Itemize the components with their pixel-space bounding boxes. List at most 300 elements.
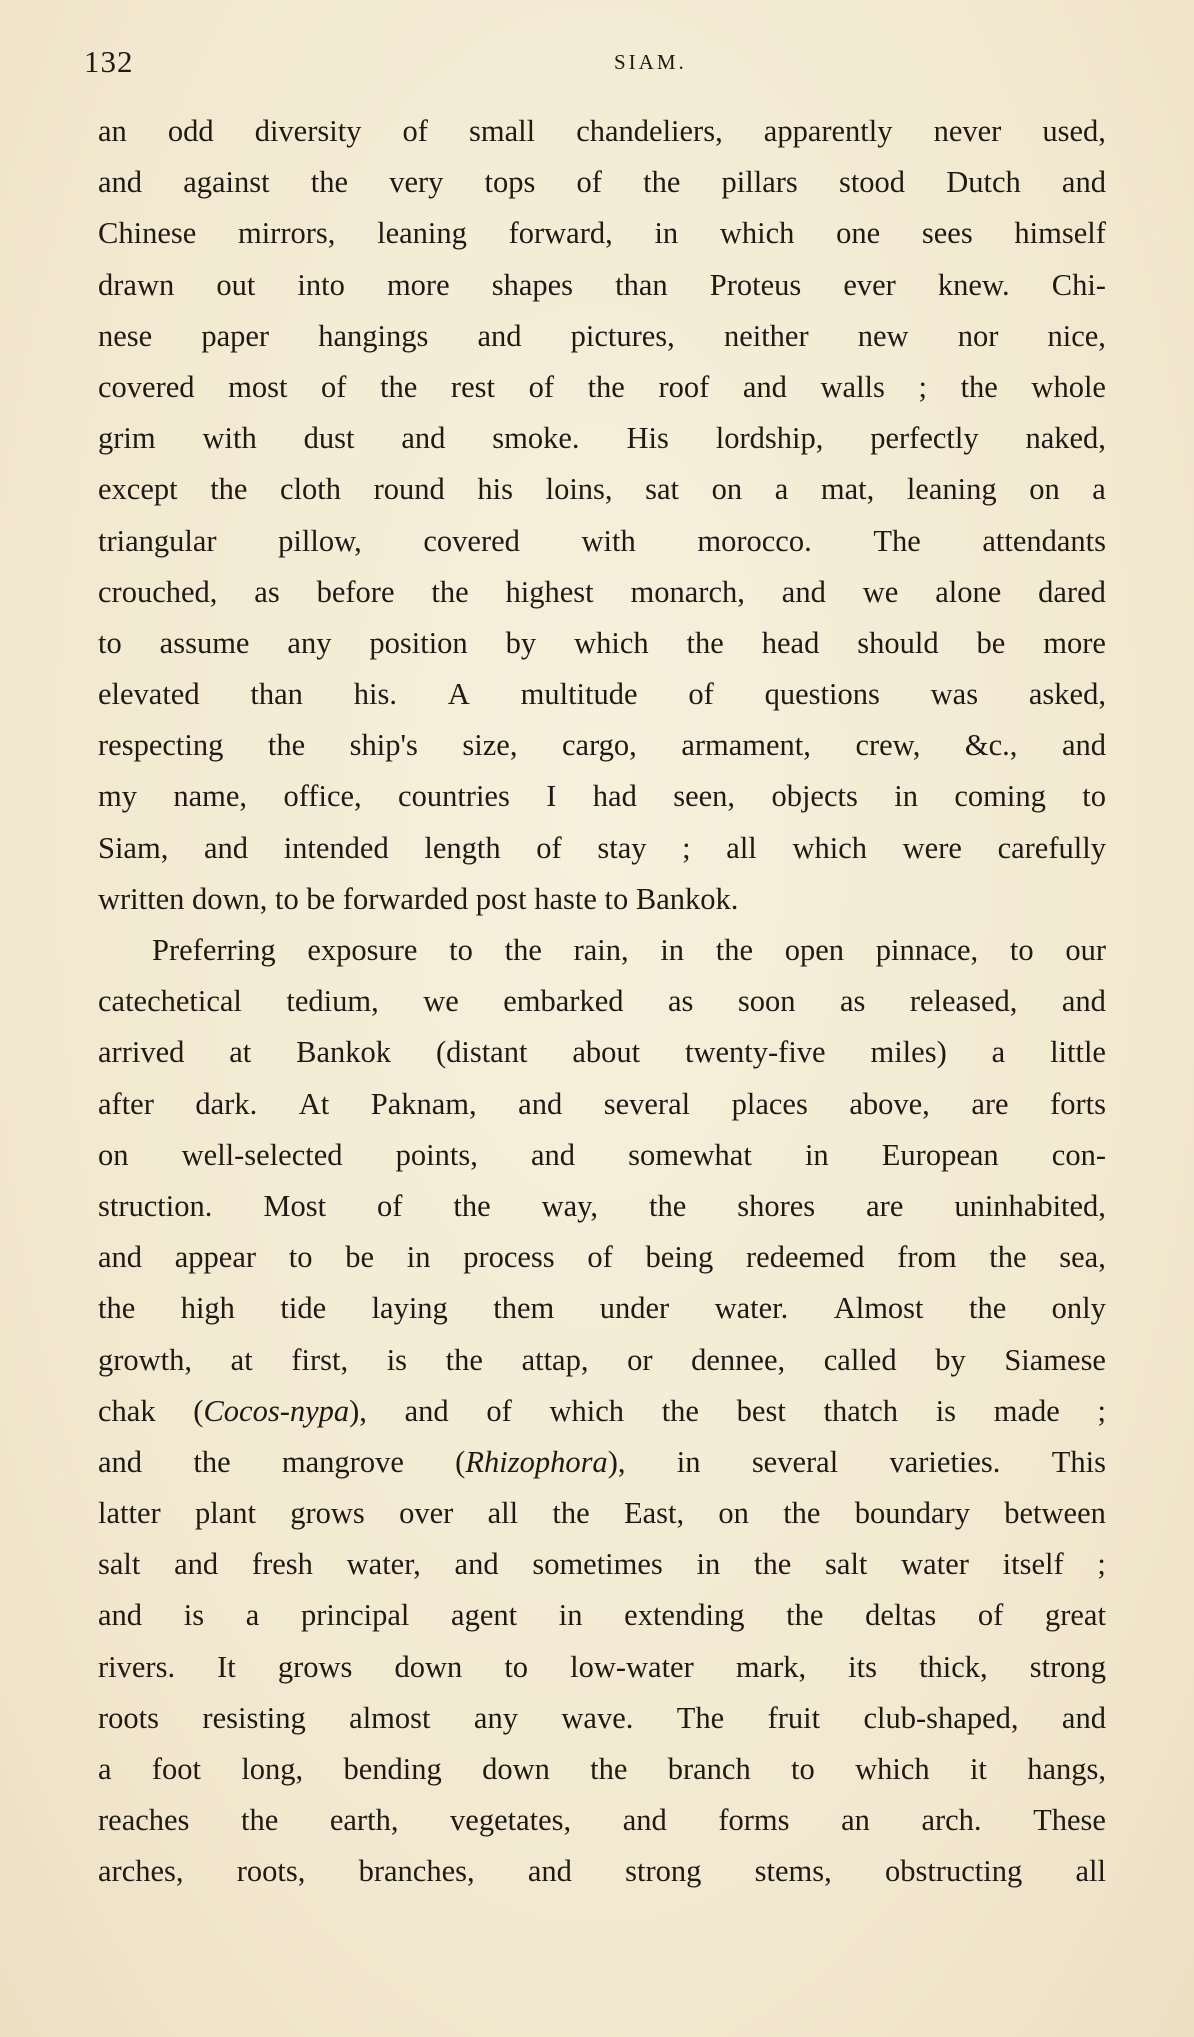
word: ; xyxy=(918,369,927,404)
word: head xyxy=(761,625,820,660)
word: the xyxy=(989,1240,1027,1275)
word: had xyxy=(592,779,637,814)
word: in xyxy=(406,1240,431,1275)
word: and xyxy=(404,1393,449,1428)
word: with xyxy=(581,523,636,558)
word: latter xyxy=(98,1496,161,1531)
word: soon xyxy=(737,984,796,1019)
word: low-water xyxy=(570,1649,694,1684)
word: salt xyxy=(98,1547,141,1582)
text-line xyxy=(98,1027,1106,1078)
word: diversity xyxy=(254,114,362,148)
text-line xyxy=(98,1539,1106,1590)
word: tops xyxy=(484,165,536,200)
word: should xyxy=(857,625,939,660)
word: and xyxy=(1061,984,1106,1019)
word: Paknam, xyxy=(370,1086,477,1121)
word: a xyxy=(98,1752,112,1786)
word: is xyxy=(935,1393,957,1428)
word: we xyxy=(423,984,459,1019)
word: as xyxy=(839,984,866,1019)
word: of xyxy=(486,1393,512,1428)
text-line xyxy=(98,874,1106,925)
word: one xyxy=(836,216,881,251)
word: alone xyxy=(935,574,1002,609)
word: smoke. xyxy=(492,421,580,456)
word: we xyxy=(862,574,899,609)
word: resisting xyxy=(202,1700,306,1735)
text-line xyxy=(98,311,1106,362)
word: at xyxy=(229,1035,252,1070)
word: from xyxy=(897,1240,957,1275)
word: before xyxy=(316,574,395,609)
word: himself xyxy=(1014,216,1106,251)
word: his xyxy=(477,472,513,507)
word: thick, xyxy=(919,1649,988,1684)
word: and xyxy=(477,318,522,353)
word: Bankok xyxy=(296,1035,392,1070)
word: ; xyxy=(682,830,691,865)
word: on xyxy=(711,472,743,507)
word: nor xyxy=(957,318,999,353)
word: an xyxy=(841,1803,870,1838)
word: salt xyxy=(825,1547,868,1582)
word: covered xyxy=(423,523,520,558)
word: shores xyxy=(737,1188,816,1223)
word: and xyxy=(98,1240,143,1275)
word: ; xyxy=(1097,1547,1106,1582)
word: principal xyxy=(300,1598,410,1633)
word: are xyxy=(866,1188,904,1223)
word: water. xyxy=(714,1291,789,1326)
word: is xyxy=(183,1598,205,1633)
word: against xyxy=(183,165,270,200)
word: Preferring xyxy=(152,933,276,967)
word: pinnace, xyxy=(875,933,979,967)
word: all xyxy=(487,1496,519,1531)
word: leaning xyxy=(377,216,467,251)
word: to xyxy=(288,1240,313,1275)
word: grows xyxy=(290,1496,365,1531)
word: and xyxy=(781,574,826,609)
word: agent xyxy=(451,1598,518,1633)
word: is xyxy=(386,1342,408,1377)
word: twenty-five xyxy=(685,1035,826,1070)
word: forms xyxy=(718,1803,790,1838)
word: any xyxy=(287,625,332,660)
word: above, xyxy=(849,1086,930,1121)
word: size, xyxy=(462,728,518,763)
word: arches, xyxy=(98,1854,184,1889)
word: boundary xyxy=(854,1496,970,1531)
word: in xyxy=(558,1598,583,1633)
word: my xyxy=(98,779,137,814)
text-line xyxy=(98,567,1106,618)
word: to xyxy=(1082,779,1106,814)
text-line xyxy=(98,618,1106,669)
word: on xyxy=(98,1137,129,1172)
word: name, xyxy=(173,779,248,814)
word: branch xyxy=(667,1752,751,1786)
word: never xyxy=(933,114,1002,148)
word: club-shaped, xyxy=(863,1700,1019,1735)
word: attap, xyxy=(521,1342,589,1377)
word: deltas xyxy=(865,1598,937,1633)
word: hangings xyxy=(318,318,429,353)
text-line xyxy=(98,1744,1106,1795)
word: in xyxy=(894,779,918,814)
word: in xyxy=(804,1137,829,1172)
word: of xyxy=(587,1240,613,1275)
word: dennee, xyxy=(691,1342,786,1377)
word: except xyxy=(98,472,178,507)
word: reaches xyxy=(98,1803,190,1838)
text-line xyxy=(98,1386,1106,1437)
word: strong xyxy=(625,1854,702,1889)
word: bending xyxy=(343,1752,442,1786)
word: between xyxy=(1004,1496,1106,1531)
word: about xyxy=(572,1035,641,1070)
text-line xyxy=(98,669,1106,720)
word: and xyxy=(203,830,249,865)
word: This xyxy=(1051,1444,1106,1479)
word: Siamese xyxy=(1004,1342,1106,1377)
word: the xyxy=(431,574,469,609)
word: intended xyxy=(283,830,389,865)
word: ; xyxy=(1097,1393,1106,1428)
word: of xyxy=(536,830,562,865)
word: the xyxy=(715,933,754,967)
text-line xyxy=(98,1232,1106,1283)
word: thatch xyxy=(823,1393,899,1428)
running-head xyxy=(84,44,1114,84)
word: neither xyxy=(723,318,809,353)
word: by xyxy=(935,1342,966,1377)
word: cargo, xyxy=(562,728,637,763)
word: somewhat xyxy=(628,1137,752,1172)
word: the xyxy=(267,728,306,763)
word: an xyxy=(98,114,127,148)
word: small xyxy=(469,114,536,148)
word: dark. xyxy=(195,1086,258,1121)
word: growth, xyxy=(98,1342,193,1377)
word: the xyxy=(504,933,542,967)
word: and xyxy=(1061,1700,1106,1735)
word: dared xyxy=(1038,574,1106,609)
word: almost xyxy=(349,1700,431,1735)
word: miles) xyxy=(870,1035,947,1070)
word: water xyxy=(901,1547,969,1582)
text-line xyxy=(98,1642,1106,1693)
word: grim xyxy=(98,421,156,456)
word: laying xyxy=(371,1291,448,1326)
text-line xyxy=(98,260,1106,311)
word: several xyxy=(751,1444,839,1479)
word: arch. xyxy=(921,1803,982,1838)
word: Most xyxy=(263,1188,327,1223)
word: used, xyxy=(1042,114,1106,148)
word: to xyxy=(1009,933,1034,967)
word: down xyxy=(482,1752,550,1786)
word: appear xyxy=(174,1240,257,1275)
word: released, xyxy=(909,984,1018,1019)
text-line xyxy=(98,1079,1106,1130)
word: struction. xyxy=(98,1188,213,1223)
word: and xyxy=(527,1854,572,1889)
word: the xyxy=(98,1291,136,1326)
word: points, xyxy=(395,1137,478,1172)
word: made xyxy=(993,1393,1060,1428)
text-segment: written down, to be forwarded post haste to Bankok. xyxy=(98,881,739,916)
word: more xyxy=(1043,625,1106,660)
word: stems, xyxy=(754,1854,832,1889)
word: grows xyxy=(277,1649,353,1684)
word: His xyxy=(626,421,669,456)
word: on xyxy=(1029,472,1060,507)
word: of xyxy=(377,1188,403,1223)
word: stood xyxy=(838,165,906,200)
word: any xyxy=(473,1700,518,1735)
word: were xyxy=(902,830,962,865)
word: all xyxy=(726,830,757,865)
word: arrived xyxy=(98,1035,185,1070)
word: and xyxy=(742,369,787,404)
word: of xyxy=(688,677,714,712)
word: water, xyxy=(346,1547,421,1582)
word: at xyxy=(230,1342,253,1377)
word: Chinese xyxy=(98,216,197,251)
word: fruit xyxy=(767,1700,821,1735)
word: cloth xyxy=(280,472,342,507)
text-line xyxy=(98,1693,1106,1744)
word: the xyxy=(310,165,349,200)
word: pictures, xyxy=(570,318,675,353)
word: drawn xyxy=(98,267,175,302)
word: on xyxy=(718,1496,749,1531)
word: roof xyxy=(658,369,710,404)
word: leaning xyxy=(906,472,997,507)
word: best xyxy=(736,1393,786,1428)
word: the xyxy=(643,165,681,200)
word: shapes xyxy=(491,267,574,302)
text-line xyxy=(98,1130,1106,1181)
word: in xyxy=(696,1547,721,1582)
word: crew, xyxy=(855,728,921,763)
word: highest xyxy=(505,574,594,609)
word: catechetical xyxy=(98,984,242,1019)
word: it xyxy=(969,1752,987,1786)
text-line xyxy=(98,976,1106,1027)
word: most xyxy=(228,369,288,404)
word: position xyxy=(369,625,468,660)
word: dust xyxy=(303,421,355,456)
word: process xyxy=(463,1240,555,1275)
word: whole xyxy=(1031,369,1106,404)
word: round xyxy=(373,472,445,507)
word: and xyxy=(174,1547,219,1582)
word: roots xyxy=(98,1700,159,1735)
running-title: SIAM. xyxy=(614,50,687,74)
word: the xyxy=(649,1188,687,1223)
word: and xyxy=(1061,728,1106,763)
word: ever xyxy=(843,267,896,302)
word: and xyxy=(98,1598,143,1633)
word: roots, xyxy=(236,1854,306,1889)
word: rivers. xyxy=(98,1649,176,1684)
word: European xyxy=(881,1137,999,1172)
word: of xyxy=(977,1598,1004,1633)
word: crouched, xyxy=(98,574,218,609)
word: armament, xyxy=(681,728,811,763)
text-line xyxy=(98,771,1106,822)
word: (Cocos-nypa), xyxy=(193,1393,367,1428)
word: than xyxy=(250,677,303,712)
word: of xyxy=(528,369,554,404)
word: and xyxy=(1061,165,1106,200)
word: forts xyxy=(1050,1086,1106,1121)
word: the xyxy=(210,472,248,507)
word: to xyxy=(98,625,122,660)
word: and xyxy=(98,165,143,200)
word: the xyxy=(453,1188,491,1223)
word: in xyxy=(676,1444,701,1479)
word: them xyxy=(493,1291,555,1326)
word: varieties. xyxy=(889,1444,1001,1479)
word: and xyxy=(401,421,446,456)
word: A xyxy=(447,677,470,712)
word: our xyxy=(1065,933,1106,967)
word: triangular xyxy=(98,523,217,558)
word: hangs, xyxy=(1027,1752,1106,1786)
word: mark, xyxy=(735,1649,807,1684)
word: Dutch xyxy=(946,165,1021,200)
word: the xyxy=(241,1803,279,1838)
word: the xyxy=(552,1496,590,1531)
word: the xyxy=(783,1496,821,1531)
word: sees xyxy=(921,216,973,251)
word: seen, xyxy=(673,779,736,814)
word: naked, xyxy=(1025,421,1106,456)
word: of xyxy=(402,114,428,148)
word: countries xyxy=(398,779,510,814)
word: Proteus xyxy=(709,267,802,302)
word: branches, xyxy=(358,1854,475,1889)
word: and xyxy=(622,1803,667,1838)
word: in xyxy=(654,216,679,251)
word: a xyxy=(245,1598,260,1633)
word: monarch, xyxy=(630,574,745,609)
word: coming xyxy=(954,779,1046,814)
word: obstructing xyxy=(884,1854,1023,1889)
page-number: 132 xyxy=(84,44,134,79)
word: which xyxy=(792,830,867,865)
text-line xyxy=(98,720,1106,771)
word: Almost xyxy=(833,1291,924,1326)
word: the xyxy=(193,1444,231,1479)
word: only xyxy=(1051,1291,1106,1326)
text-line xyxy=(98,106,1106,157)
word: office, xyxy=(283,779,362,814)
word: pillow, xyxy=(278,523,362,558)
word: strong xyxy=(1029,1649,1106,1684)
word: sometimes xyxy=(532,1547,663,1582)
word: be xyxy=(345,1240,375,1275)
word: the xyxy=(754,1547,792,1582)
word: Siam, xyxy=(98,830,169,865)
word: out xyxy=(216,267,256,302)
word: the xyxy=(590,1752,628,1786)
word: attendants xyxy=(982,523,1106,558)
word: questions xyxy=(764,677,880,712)
word: The xyxy=(676,1700,725,1735)
word: itself xyxy=(1002,1547,1064,1582)
word: which xyxy=(719,216,795,251)
word: more xyxy=(386,267,450,302)
word: (distant xyxy=(435,1035,528,1070)
word: exposure xyxy=(307,933,418,967)
word: the xyxy=(960,369,998,404)
word: The xyxy=(873,523,921,558)
word: foot xyxy=(151,1752,201,1786)
text-line xyxy=(98,413,1106,464)
text-line xyxy=(98,516,1106,567)
text-line xyxy=(98,1846,1106,1897)
word: and xyxy=(530,1137,576,1172)
word: with xyxy=(202,421,257,456)
word: to xyxy=(504,1649,529,1684)
word: forward, xyxy=(508,216,613,251)
word: as xyxy=(667,984,694,1019)
word: the xyxy=(445,1342,483,1377)
word: pillars xyxy=(721,165,798,200)
word: places xyxy=(731,1086,808,1121)
word: in xyxy=(660,933,685,967)
word: open xyxy=(784,933,845,967)
text-line xyxy=(98,823,1106,874)
word: under xyxy=(599,1291,670,1326)
word: mat, xyxy=(820,472,875,507)
word: great xyxy=(1044,1598,1106,1633)
text-line xyxy=(98,1488,1106,1539)
text-line xyxy=(98,1795,1106,1846)
word: earth, xyxy=(329,1803,399,1838)
word: Chi- xyxy=(1051,267,1106,302)
word: carefully xyxy=(997,830,1106,865)
word: which xyxy=(574,625,649,660)
word: multitude xyxy=(520,677,638,712)
word: a xyxy=(1092,472,1106,507)
word: the xyxy=(661,1393,699,1428)
word: a xyxy=(991,1035,1006,1070)
word: walls xyxy=(820,369,885,404)
word: its xyxy=(848,1649,877,1684)
word: was xyxy=(930,677,979,712)
word: apparently xyxy=(763,114,893,148)
word: which xyxy=(855,1752,930,1786)
word: paper xyxy=(201,318,270,353)
word: chandeliers, xyxy=(576,114,723,148)
word: It xyxy=(217,1649,236,1684)
word: by xyxy=(505,625,537,660)
word: stay xyxy=(597,830,647,865)
word: than xyxy=(615,267,668,302)
text-line xyxy=(98,157,1106,208)
word: I xyxy=(546,779,557,814)
word: chak xyxy=(98,1393,156,1428)
word: way, xyxy=(541,1188,599,1223)
word: uninhabited, xyxy=(954,1188,1106,1223)
text-line xyxy=(98,1181,1106,1232)
